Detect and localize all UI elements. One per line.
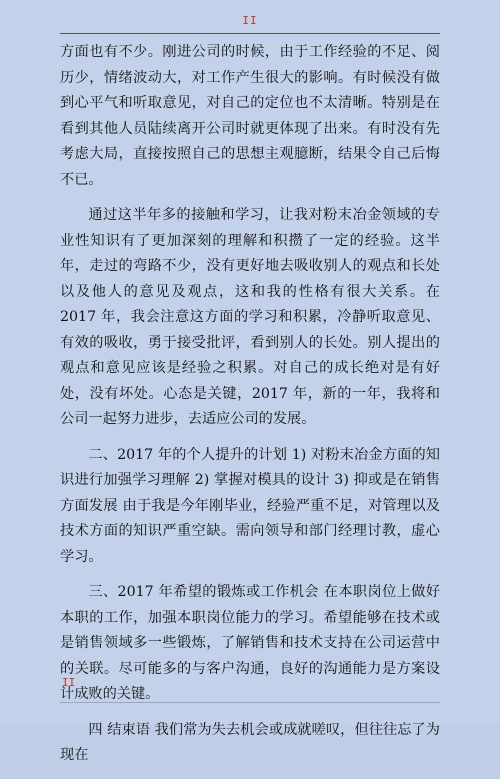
paragraph-conclusion: 四 结束语 我们常为失去机会或成就嗟叹，但往往忘了为现在	[60, 721, 440, 763]
footer-rule	[60, 702, 440, 703]
header-page-mark: II	[242, 14, 258, 27]
footer-page-mark: II	[62, 676, 76, 689]
paragraph-work-opportunity: 三、2017 年希望的锻炼或工作机会 在本职岗位上做好本职的工作，加强本职岗位能力的学习。希望能够在技术或是销售领域多一些锻炼，了解销售和技术支持在公司运营中的关联。尽可能多的与客户沟通，良好的沟通能力是方案设计成败的关键。	[60, 584, 440, 702]
document-body	[60, 40, 440, 779]
header-rule	[60, 33, 440, 34]
paragraph-improvement-plan: 二、2017 年的个人提升的计划 1) 对粉末冶金方面的知识进行加强学习理解 2) 掌握对模具的设计 3) 抑或是在销售方面发展 由于我是今年刚毕业，经验严重不足，对管理以及技术方面的知识严重空缺。需向领导和部门经理讨教，虚心学习。	[60, 446, 440, 565]
paragraph-continuation: 方面也有不少。刚进公司的时候，由于工作经验的不足、阅历少，情绪波动大，对工作产生很大的影响。有时候没有做到心平气和听取意见，对自己的定位也不太清晰。特别是在看到其他人员陆续离开公司时就更体现了出来。有时没有先考虑大局，直接按照自己的思想主观臆断，结果令自己后悔不已。	[60, 44, 440, 188]
paragraph-learning-reflection: 通过这半年多的接触和学习，让我对粉末冶金领域的专业性知识有了更加深刻的理解和积攒了一定的经验。这半年，走过的弯路不少，没有更好地去吸收别人的观点和长处以及他人的意见及观点，这和我的性格有很大关系。在 2017 年，我会注意这方面的学习和积累，冷静听取意见、有效的吸收，勇于接受批评，看到别人的长处。别人提出的观点和意见应该是经验之积累。对自己的成长绝对是有好处，没有坏处。心态是关键，2017 年，新的一年，我将和公司一起努力进步，去适应公司的发展。	[60, 207, 440, 427]
